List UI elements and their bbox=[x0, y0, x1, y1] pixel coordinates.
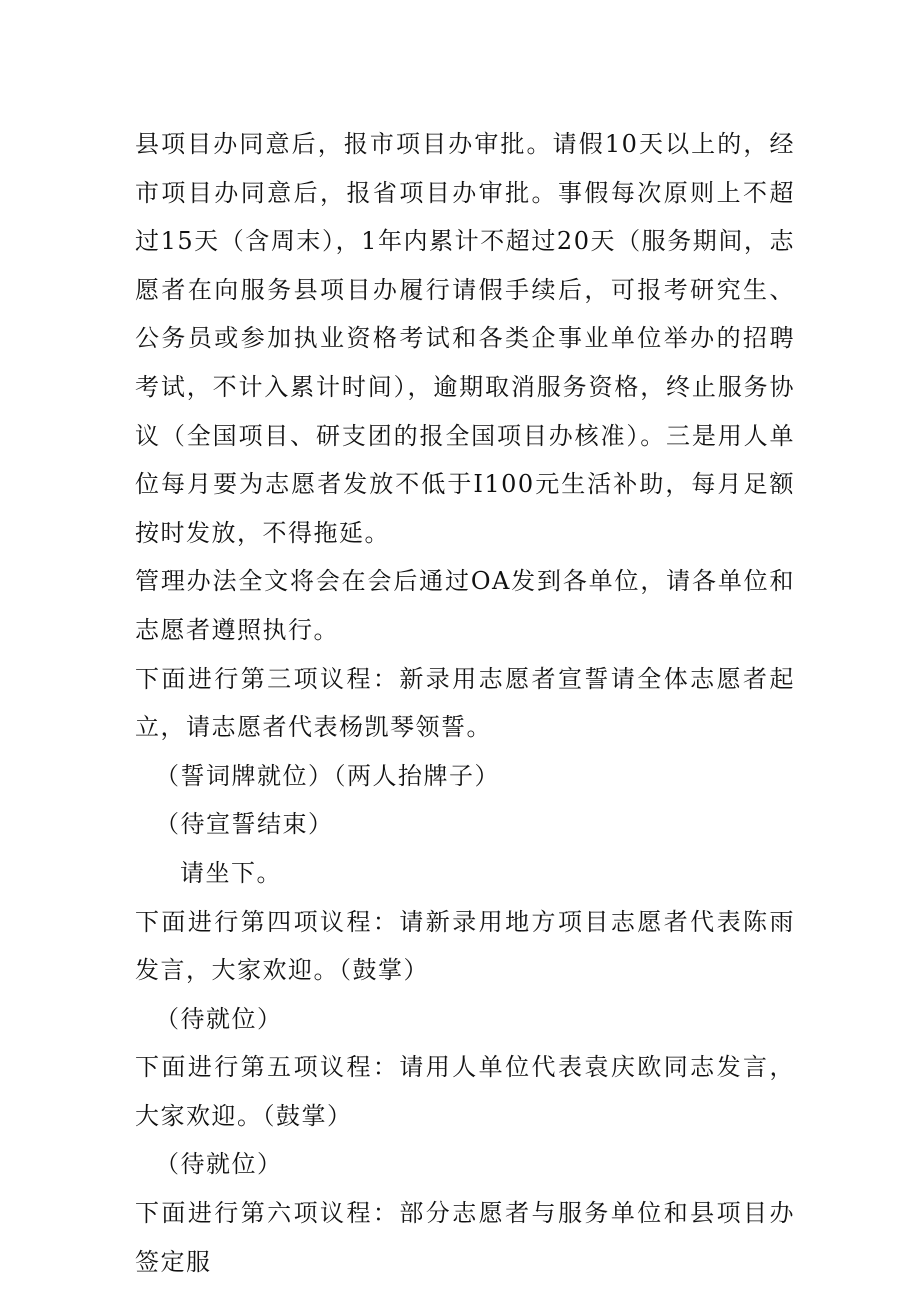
stage-direction-ready-1: （待就位） bbox=[155, 1004, 283, 1033]
paragraph-oa-notice: 管理办法全文将会在会后通过OA发到各单位，请各单位和志愿者遵照执行。 bbox=[135, 567, 795, 644]
paragraph-agenda-6: 下面进行第六项议程：部分志愿者与服务单位和县项目办签定服 bbox=[135, 1199, 795, 1276]
stage-direction-oath-end: （待宣誓结束） bbox=[155, 810, 334, 839]
instruction-sit-down: 请坐下。 bbox=[180, 858, 282, 887]
paragraph-agenda-5: 下面进行第五项议程：请用人单位代表袁庆欧同志发言，大家欢迎。（鼓掌） bbox=[135, 1053, 795, 1130]
paragraph-agenda-3: 下面进行第三项议程：新录用志愿者宣誓请全体志愿者起立，请志愿者代表杨凯琴领誓。 bbox=[135, 664, 795, 742]
stage-direction-oath-board: （誓词牌就位）（两人抬牌子） bbox=[155, 761, 500, 790]
document-body bbox=[135, 120, 795, 1286]
stage-direction-ready-2: （待就位） bbox=[155, 1150, 283, 1179]
paragraph-agenda-4: 下面进行第四项议程：请新录用地方项目志愿者代表陈雨发言，大家欢迎。（鼓掌） bbox=[135, 907, 795, 985]
paragraph-rules: 县项目办同意后，报市项目办审批。请假10天以上的，经市项目办同意后，报省项目办审批。事假每次原则上不超过15天（含周末），1年内累计不超过20天（服务期间，志愿者在向服务县项目办履行请假手续后，可报考研究生、公务员或参加执业资格考试和各类企事业单位举办的招聘考试，不计入累计时间），逾期取消服务资格，终止服务协议（全国项目、研支团的报全国项目办核准）。三是用人单位每月要为志愿者发放不低于I100元生活补助，每月足额按时发放，不得拖延。 bbox=[135, 130, 795, 547]
